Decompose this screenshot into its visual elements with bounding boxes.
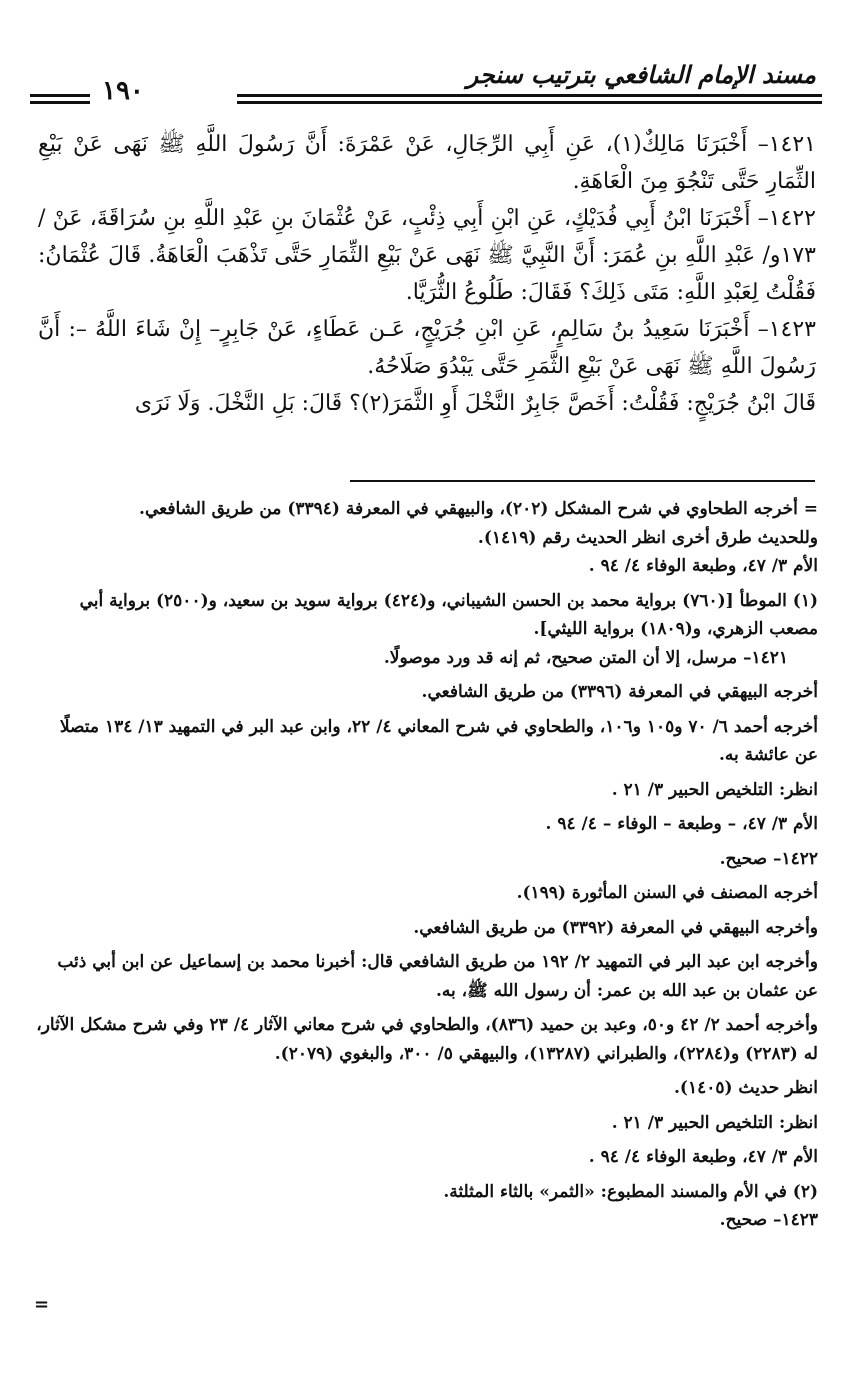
note-line: انظر حديث (١٤٠٥). <box>673 1078 818 1098</box>
note-line: الأم ٣/ ٤٧، وطبعة الوفاء ٤/ ٩٤ . <box>588 1147 818 1167</box>
footnote-separator <box>350 480 815 482</box>
note-line: وأخرجه أحمد ٢/ ٤٢ و٥٠، وعبد بن حميد (٨٣٦)، والطحاوي في شرح معاني الآثار ٤/ ٢٣ وفي شرح مشكل الآثار، له (٢٢٨٣) و(٢٢٨٤)، والطبراني (١٣٢٨٧)، والبيهقي ٥/ ٣٠٠، والبغوي (٢٠٧٩). <box>36 1015 818 1064</box>
note-line: ١٤٢١– مرسل، إلا أن المتن صحيح، ثم إنه قد ورد موصولًا. <box>383 647 788 668</box>
hadith-1421: ١٤٢١– أَخْبَرَنَا مَالِكٌ(١)، عَنِ أَبِي الرِّجَالِ، عَنْ عَمْرَةَ: أَنَّ رَسُولَ اللَّهِ ﷺ نَهَى عَنْ بَيْعِ الثِّمَارِ حَتَّى تَنْجُوَ مِنَ الْعَاهَةِ. <box>38 132 816 194</box>
page-number: ١٩٠ <box>102 76 144 106</box>
note-line: أخرجه أحمد ٦/ ٧٠ و١٠٥ و١٠٦، والطحاوي في شرح المعاني ٤/ ٢٢، وابن عبد البر في التمهيد ١٣/ ١٣٤ متصلًا عن عائشة به. <box>59 716 818 765</box>
footnote-2: (٢) في الأم والمسند المطبوع: «الثمر» بالثاء المثلثة. <box>443 1181 818 1202</box>
header-rule <box>237 94 822 104</box>
note-line: انظر: التلخيص الحبير ٣/ ٢١ . <box>611 1112 818 1133</box>
hadith-1423: ١٤٢٣– أَخْبَرَنَا سَعِيدُ بنُ سَالِمٍ، عَنِ ابْنِ جُرَيْجٍ، عَـن عَطَاءٍ، عَنْ جَابِرٍ– إِنْ شَاءَ اللَّهُ –: أَنَّ رَسُولَ اللَّهِ ﷺ نَهَى عَنْ بَيْعِ الثَّمَرِ حَتَّى يَبْدُوَ صَلَاحُهُ. <box>38 317 816 379</box>
note-line: الأم ٣/ ٤٧، – وطبعة – الوفاء – ٤/ ٩٤ . <box>545 814 818 834</box>
note-line: ١٤٢٢– صحيح. <box>719 848 818 869</box>
note-line: وأخرجه ابن عبد البر في التمهيد ٢/ ١٩٢ من طريق الشافعي قال: أخبرنا محمد بن إسماعيل عن ابن أبي ذئب عن عثمان بن عبد الله بن عمر: أن رسول الله ﷺ، به. <box>57 952 818 1001</box>
note-line: وأخرجه البيهقي في المعرفة (٣٣٩٢) من طريق الشافعي. <box>413 917 818 938</box>
note-line: وللحديث طرق أخرى انظر الحديث رقم (١٤١٩). <box>477 527 818 548</box>
note-line: ١٤٢٣– صحيح. <box>719 1210 818 1230</box>
footnotes <box>34 495 818 1235</box>
running-title: مسند الإمام الشافعي بترتيب سنجر <box>466 60 816 89</box>
note-line: انظر: التلخيص الحبير ٣/ ٢١ . <box>611 779 818 800</box>
hadith-1423-continuation: قَالَ ابْنُ جُرَيْجٍ: فَقُلْتُ: أَخَصَّ جَابِرٌ النَّخْلَ أَوِ الثَّمَرَ(٢)؟ قَالَ: بَلِ النَّخْلَ. وَلَا نَرَى <box>134 391 816 416</box>
continuation-mark: = <box>34 1294 50 1315</box>
page-header <box>30 58 822 108</box>
footnote-1: (١) الموطأ [(٧٦٠) برواية محمد بن الحسن الشيباني، و(٤٢٤) برواية سويد بن سعيد، و(٢٥٠٠) برواية أبي مصعب الزهري، و(١٨٠٩) برواية الليثي]. <box>79 590 818 639</box>
header-rule-short <box>30 94 90 104</box>
hadith-1422: ١٤٢٢– أَخْبَرَنَا ابْنُ أَبِي فُدَيْكٍ، عَنِ ابْنِ أَبِي ذِئْبٍ، عَنْ عُثْمَانَ بنِ عَبْدِ اللَّهِ بنِ سُرَاقَةَ، عَنْ /١٧٣و/ عَبْدِ اللَّهِ بنِ عُمَرَ: أَنَّ النَّبِيَّ ﷺ نَهَى عَنْ بَيْعِ الثِّمَارِ حَتَّى تَذْهَبَ الْعَاهَةُ. قَالَ عُثْمَانُ: فَقُلْتُ لِعَبْدِ اللَّهِ: مَتَى ذَلِكَ؟ فَقَالَ: طَلُوعُ الثُّرَيَّا. <box>38 206 816 305</box>
note-line: الأم ٣/ ٤٧، وطبعة الوفاء ٤/ ٩٤ . <box>588 556 818 576</box>
note-line: أخرجه البيهقي في المعرفة (٣٣٩٦) من طريق الشافعي. <box>421 682 818 702</box>
note-line: = أخرجه الطحاوي في شرح المشكل (٢٠٢)، والبيهقي في المعرفة (٣٣٩٤) من طريق الشافعي. <box>139 499 818 519</box>
note-line: أخرجه المصنف في السنن المأثورة (١٩٩). <box>516 883 818 903</box>
main-text <box>38 126 816 422</box>
